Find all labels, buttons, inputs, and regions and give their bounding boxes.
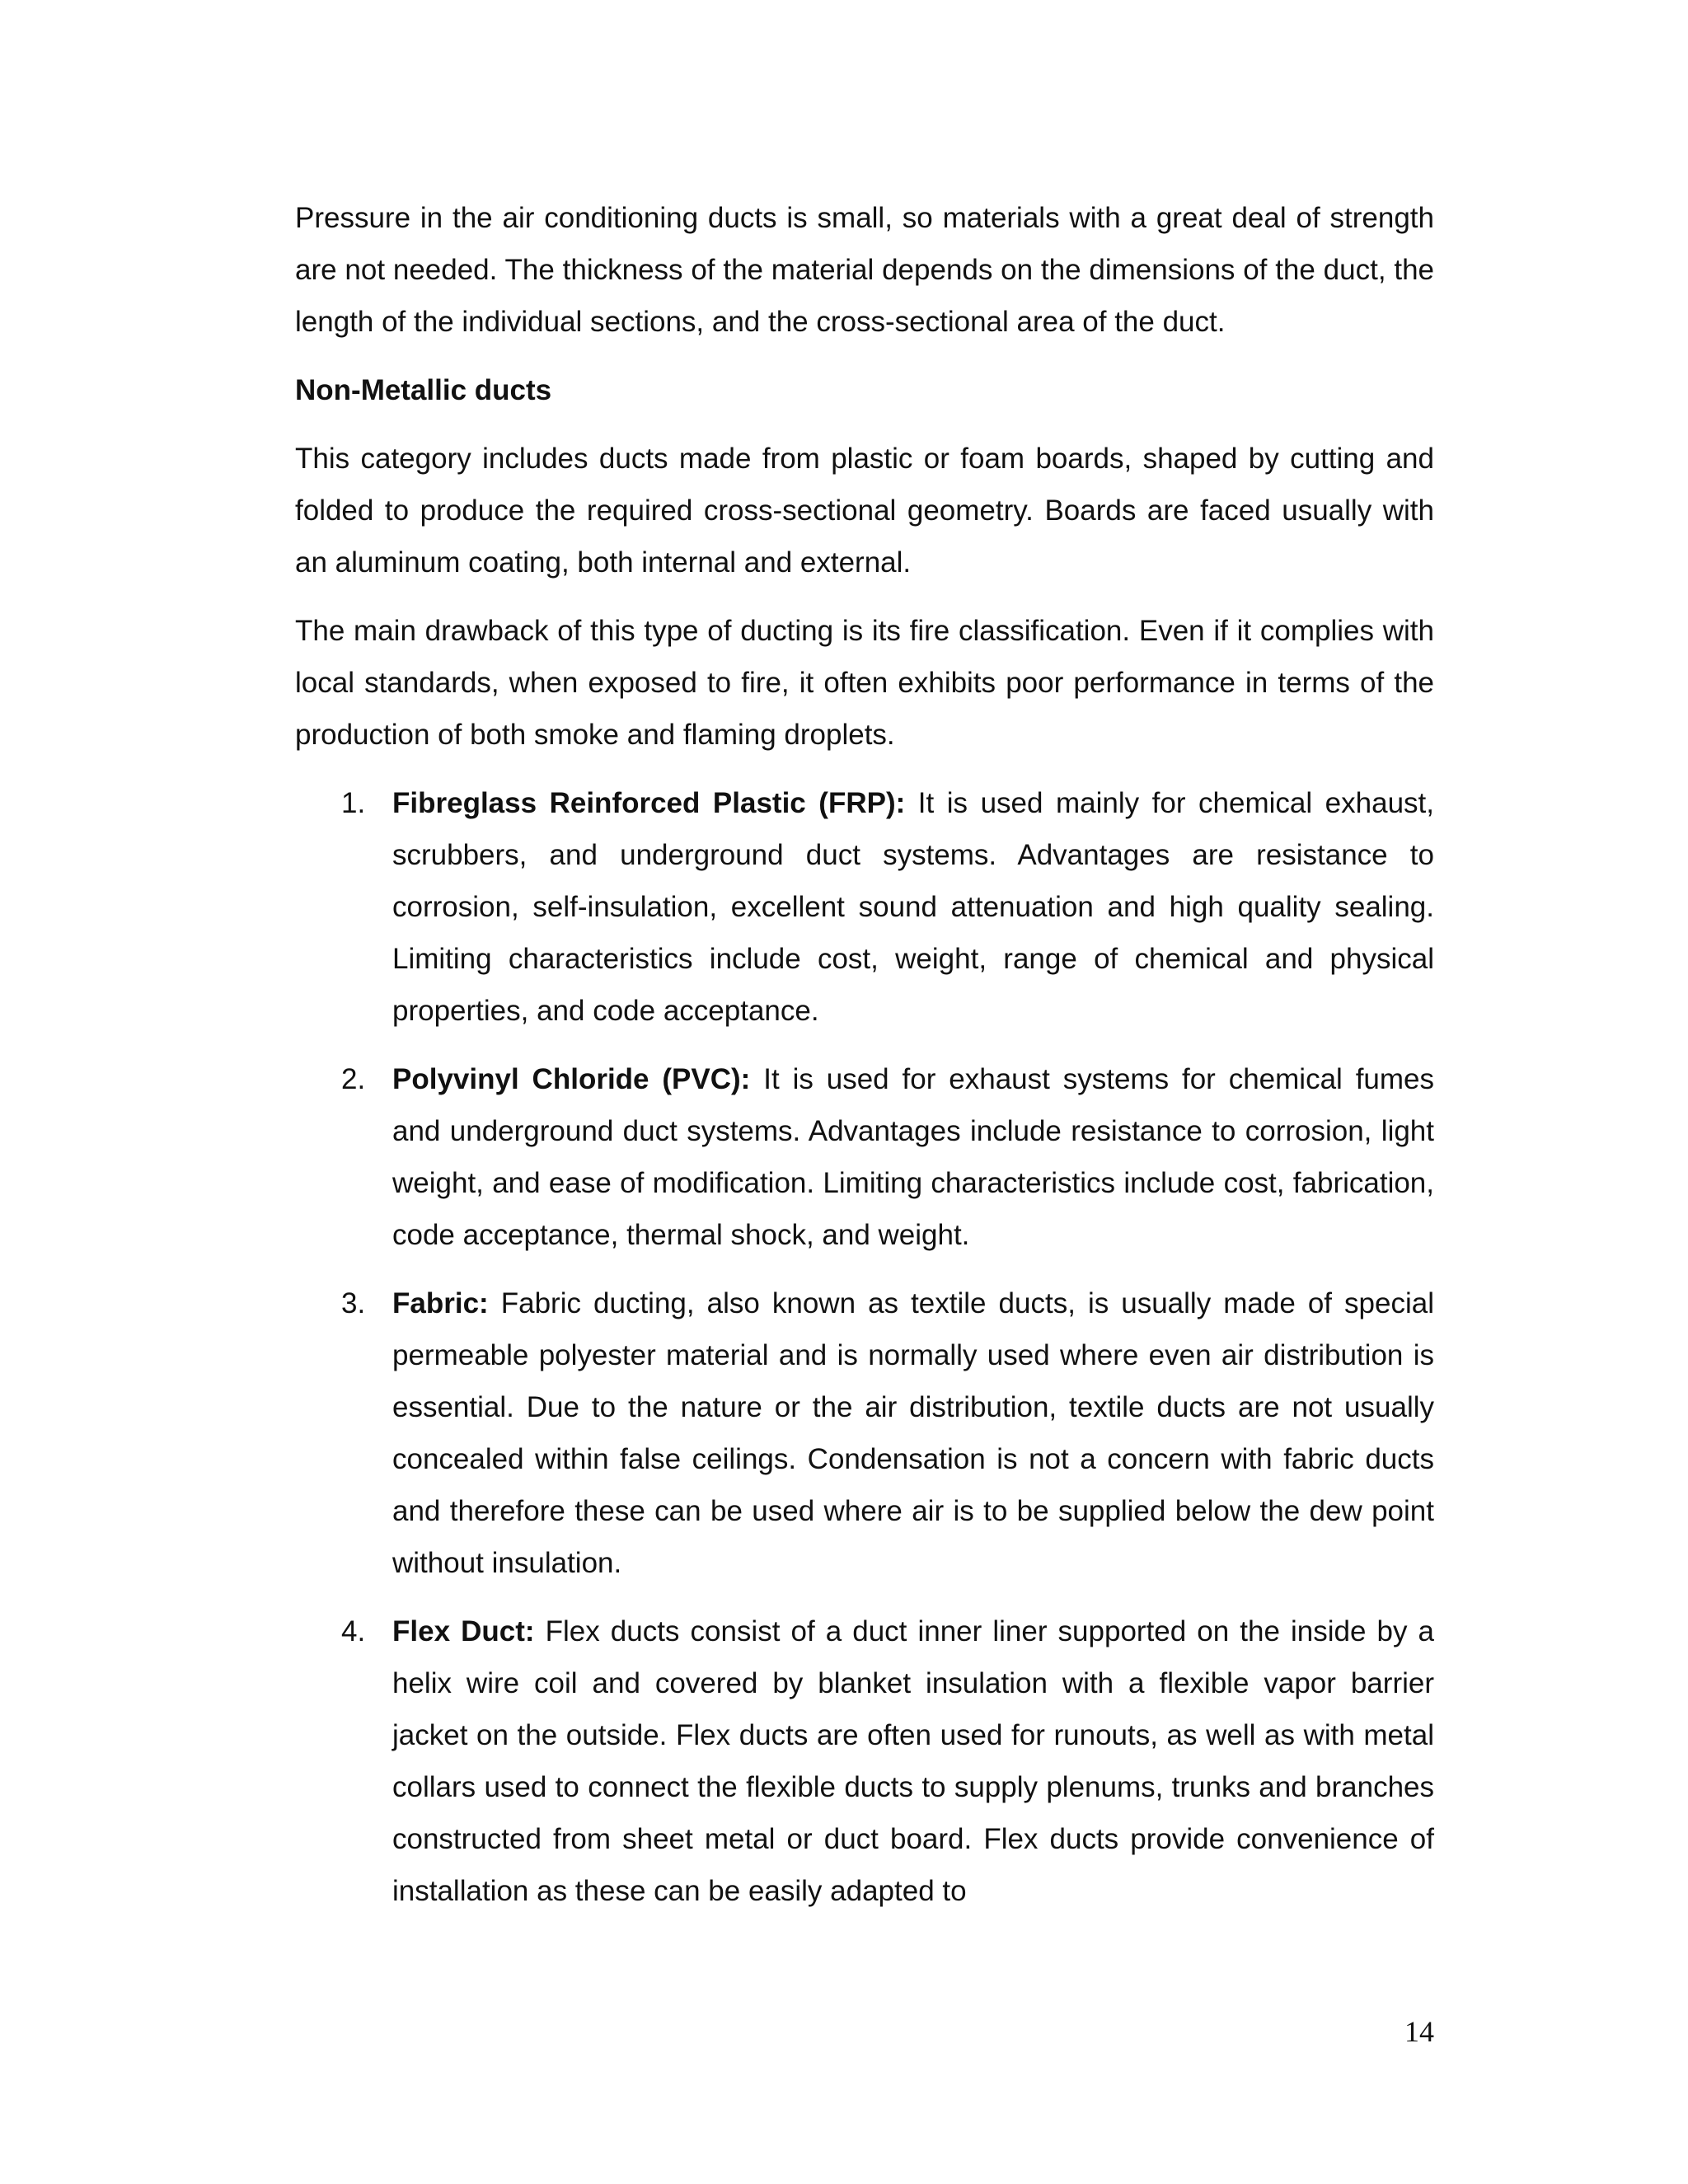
page-number: 14 xyxy=(1404,2015,1434,2048)
list-item-number: 4. xyxy=(341,1615,366,1647)
list-item-term: Fibreglass Reinforced Plastic (FRP): xyxy=(392,787,906,819)
section-heading: Non-Metallic ducts xyxy=(295,374,552,406)
list-item-number: 1. xyxy=(341,787,366,819)
list-item-text: It is used mainly for chemical exhaust, scrubbers, and underground duct systems. Advantages are resistance to corrosion, self-insulation, excellent sound attenuation and high quality sealing. Limiting characteristics include cost, weight, range of chemical and physical properties, and code acceptance. xyxy=(392,787,1434,1027)
list-item xyxy=(295,1277,1434,1589)
list-item-text: It is used for exhaust systems for chemical fumes and underground duct systems. Advantages include resistance to corrosion, light weight, and ease of modification. Limiting characteristics include cost, fabrication, code acceptance, thermal shock, and weight. xyxy=(392,1063,1435,1251)
list-item-term: Fabric: xyxy=(392,1287,489,1319)
duct-types-list xyxy=(295,777,1434,1917)
intro-paragraph: Pressure in the air conditioning ducts is small, so materials with a great deal of strength are not needed. The thickness of the material depends on the dimensions of the duct, the length of the individual sections, and the cross-sectional area of the duct. xyxy=(295,202,1434,338)
list-item-term: Polyvinyl Chloride (PVC): xyxy=(392,1063,751,1095)
section-paragraph: This category includes ducts made from plastic or foam boards, shaped by cutting and folded to produce the required cross-sectional geometry. Boards are faced usually with an aluminum coating, both internal and external. xyxy=(295,443,1434,579)
page-body xyxy=(295,192,1434,1933)
list-item xyxy=(295,1053,1434,1261)
list-item-number: 3. xyxy=(341,1287,366,1319)
list-item-term: Flex Duct: xyxy=(392,1615,535,1647)
list-item-text: Flex ducts consist of a duct inner liner supported on the inside by a helix wire coil and covered by blanket insulation with a flexible vapor barrier jacket on the outside. Flex ducts are often used for runouts, as well as with metal collars used to connect the flexible ducts to supply plenums, trunks and branches constructed from sheet metal or duct board. Flex ducts provide convenience of installation as these can be easily adapted to xyxy=(392,1615,1434,1907)
section-paragraph: The main drawback of this type of ducting is its fire classification. Even if it complies with local standards, when exposed to fire, it often exhibits poor performance in terms of the production of both smoke and flaming droplets. xyxy=(295,615,1434,751)
list-item xyxy=(295,1605,1434,1917)
list-item-number: 2. xyxy=(341,1063,366,1095)
list-item-text: Fabric ducting, also known as textile ducts, is usually made of special permeable polyester material and is normally used where even air distribution is essential. Due to the nature or the air distribution, textile ducts are not usually concealed within false ceilings. Condensation is not a concern with fabric ducts and therefore these can be used where air is to be supplied below the dew point without insulation. xyxy=(392,1287,1434,1579)
list-item xyxy=(295,777,1434,1037)
